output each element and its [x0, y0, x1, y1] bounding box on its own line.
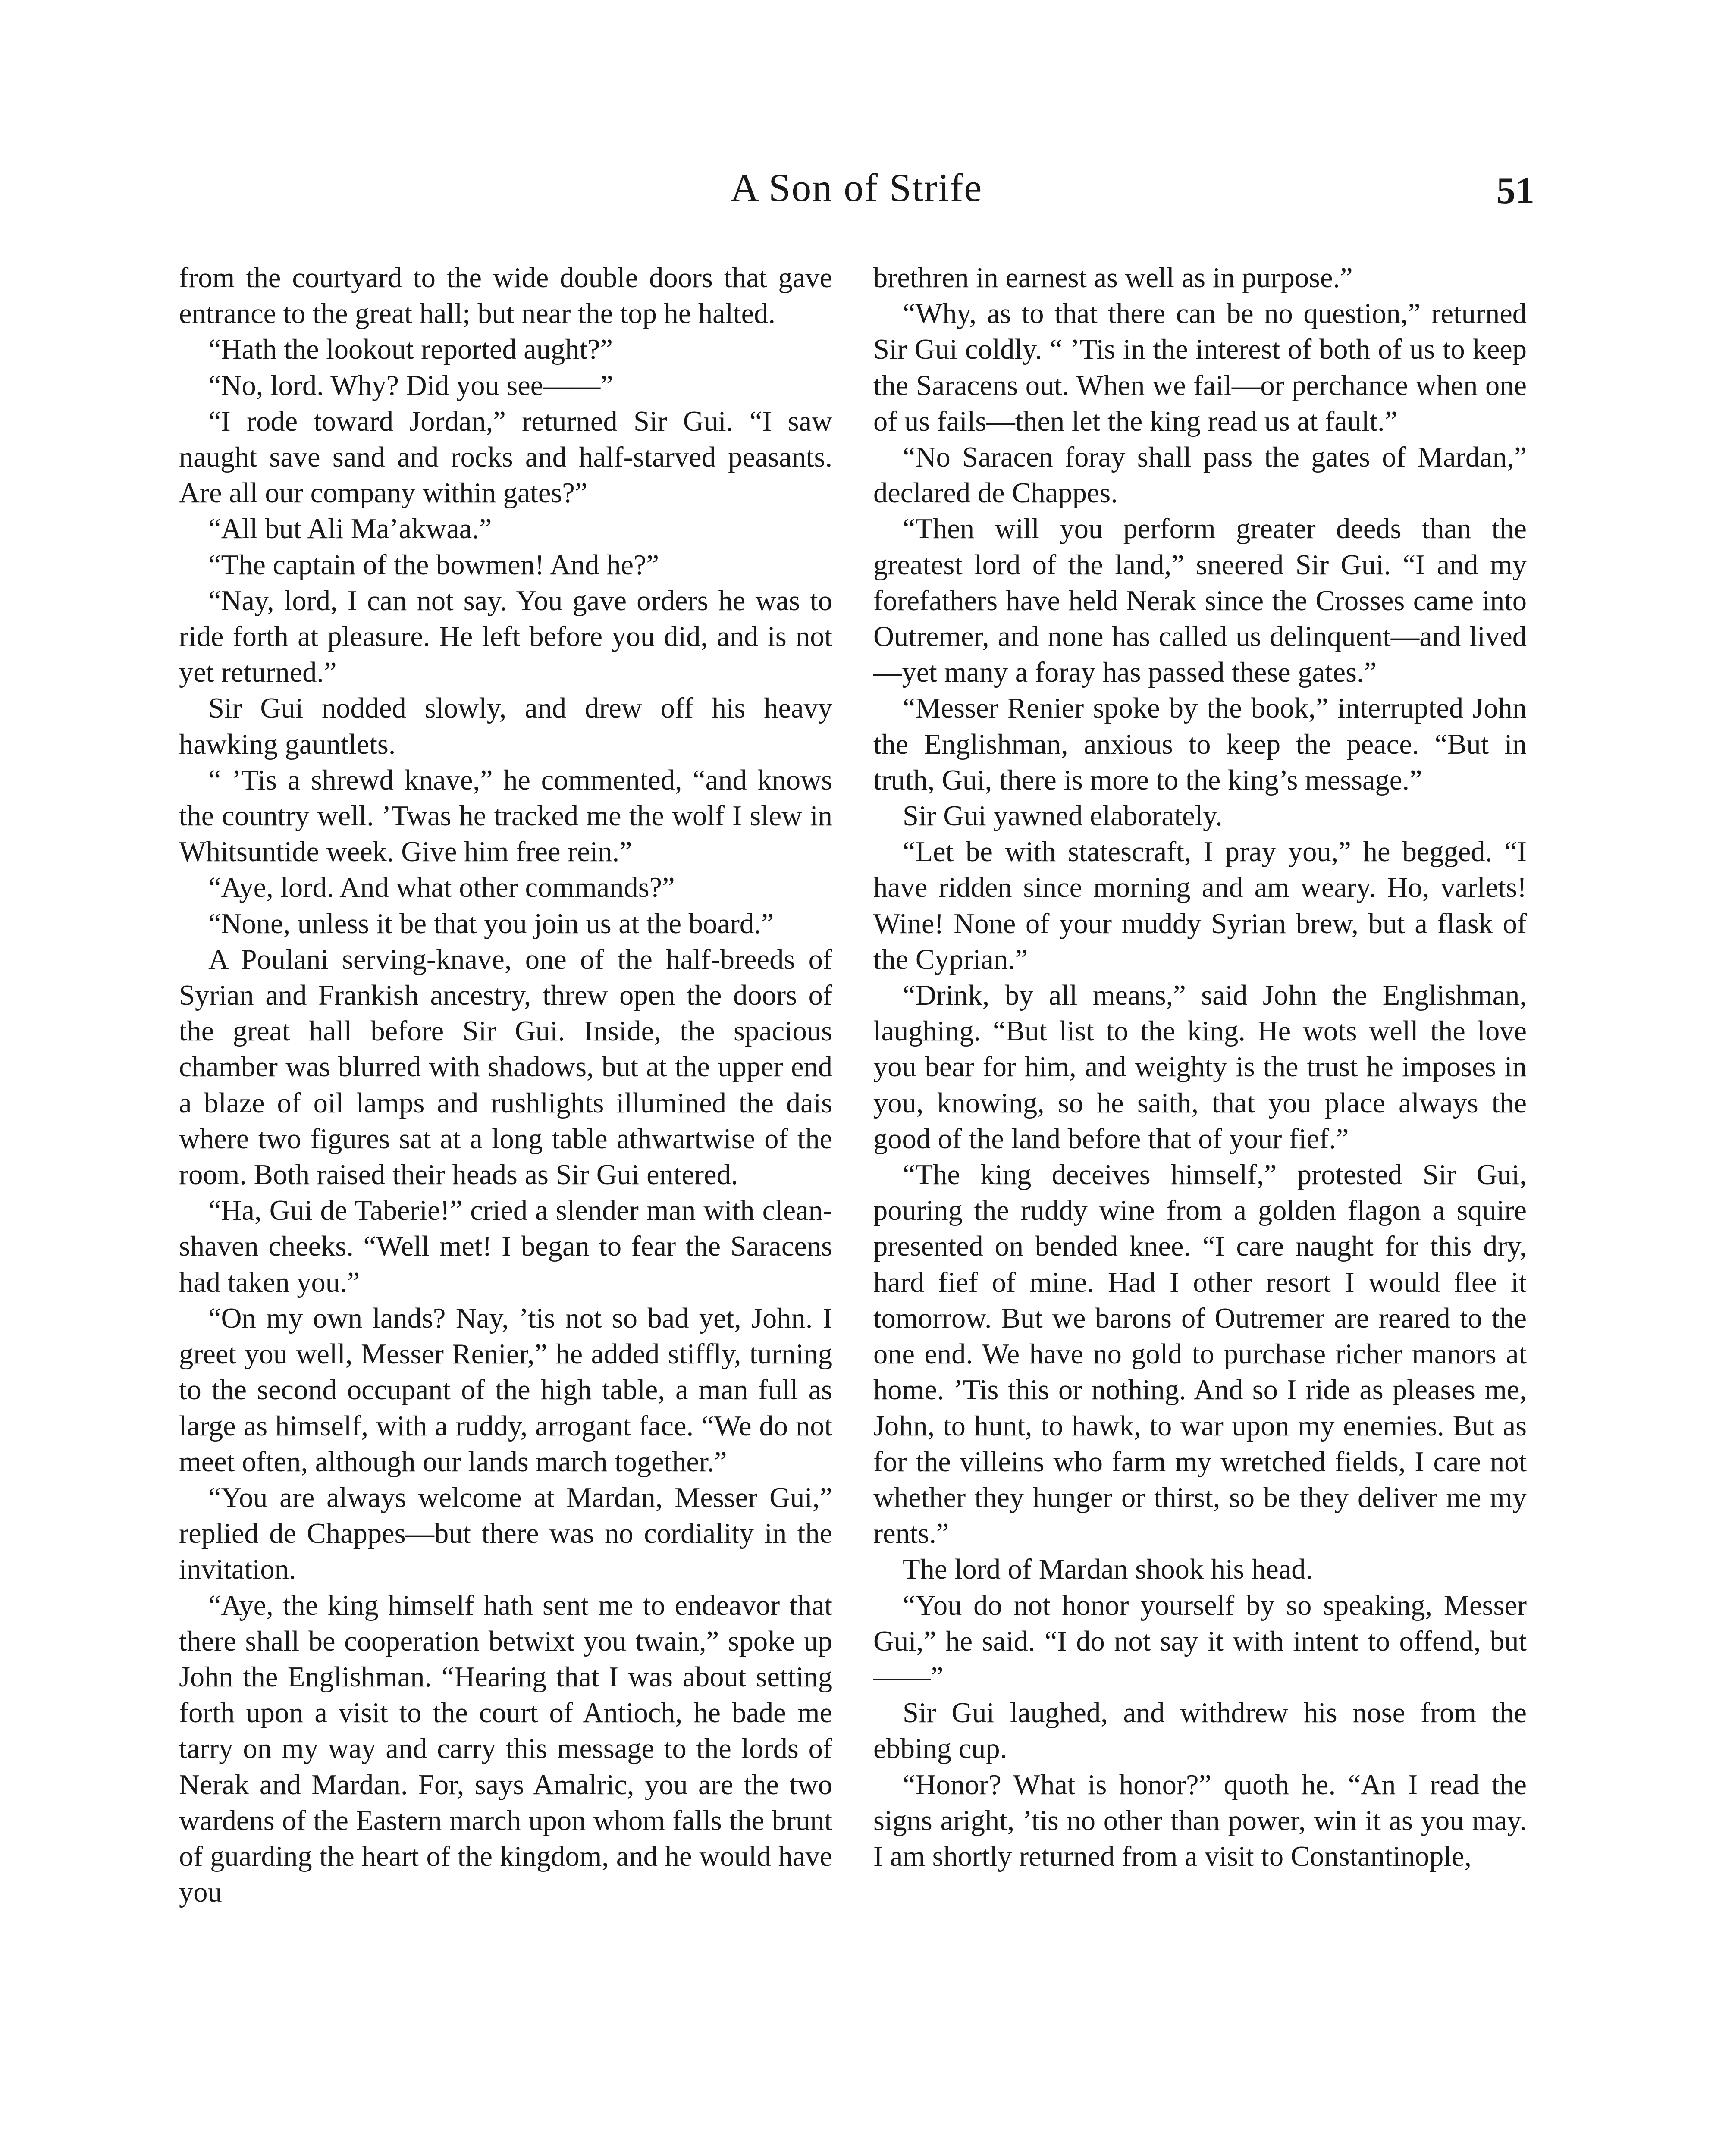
paragraph: “Then will you perform greater deeds than the greatest lord of the land,” sneered Sir Gui. “I and my forefathers have held Nerak since the Crosses came into Outremer, and none has called us delinquent—and lived—yet many a foray has passed these gates.” — [873, 513, 1527, 689]
paragraph: “The king deceives himself,” protested Sir Gui, pouring the ruddy wine from a golden flagon a squire presented on bended knee. “I care naught for this dry, hard fief of mine. Had I other resort I would flee it tomorrow. But we barons of Outremer are reared to the one end. We have no gold to purchase richer manors at home. ’Tis this or nothing. And so I ride as pleases me, John, to hunt, to hawk, to war upon my enemies. But as for the villeins who farm my wretched fields, I care not whether they hunger or thirst, so be they deliver me my rents.” — [873, 1159, 1527, 1550]
paragraph: “On my own lands? Nay, ’tis not so bad yet, John. I greet you well, Messer Renier,” he added stiffly, turning to the second occupant of the high table, a man full as large as himself, with a ruddy, arrogant face. “We do not meet often, although our lands march together.” — [179, 1302, 832, 1478]
paragraph: Sir Gui nodded slowly, and drew off his heavy hawking gauntlets. — [179, 693, 832, 760]
paragraph: “None, unless it be that you join us at the board.” — [208, 908, 774, 940]
paragraph: “The captain of the bowmen! And he?” — [208, 549, 659, 581]
paragraph: “You are always welcome at Mardan, Messer Gui,” replied de Chappes—but there was no cordiality in the invitation. — [179, 1482, 832, 1586]
paragraph: “I rode toward Jordan,” returned Sir Gui. “I saw naught save sand and rocks and half-starved peasants. Are all our company within gates?” — [179, 405, 832, 509]
paragraph: “ ’Tis a shrewd knave,” he commented, “and knows the country well. ’Twas he tracked me the wolf I slew in Whitsuntide week. Give him free rein.” — [179, 764, 832, 868]
paragraph: “All but Ali Ma’akwaa.” — [208, 513, 492, 545]
paragraph: “You do not honor yourself by so speaking, Messer Gui,” he said. “I do not say it with intent to offend, but——” — [873, 1589, 1527, 1693]
paragraph: “Messer Renier spoke by the book,” interrupted John the Englishman, anxious to keep the peace. “But in truth, Gui, there is more to the king’s message.” — [873, 693, 1527, 796]
paragraph: “Nay, lord, I can not say. You gave orders he was to ride forth at pleasure. He left before you did, and is not yet returned.” — [179, 585, 832, 689]
running-head-title: A Son of Strife — [730, 166, 983, 210]
paragraph: “Drink, by all means,” said John the Englishman, laughing. “But list to the king. He wots well the love you bear for him, and weighty is the trust he imposes in you, knowing, so he saith, that you place always the good of the land before that of your fief.” — [873, 980, 1527, 1155]
paragraph: “No, lord. Why? Did you see——” — [208, 370, 613, 401]
paragraph: “Ha, Gui de Taberie!” cried a slender man with clean-shaven cheeks. “Well met! I began to fear the Saracens had taken you.” — [179, 1195, 832, 1298]
paragraph: brethren in earnest as well as in purpose.” — [873, 262, 1353, 294]
text-column-left — [179, 260, 832, 1910]
paragraph: Sir Gui laughed, and withdrew his nose from the ebbing cup. — [873, 1697, 1527, 1765]
paragraph: The lord of Mardan shook his head. — [903, 1554, 1313, 1586]
paragraph: “Let be with statescraft, I pray you,” he begged. “I have ridden since morning and am weary. Ho, varlets! Wine! None of your muddy Syrian brew, but a flask of the Cyprian.” — [873, 836, 1527, 975]
paragraph: “Aye, the king himself hath sent me to endeavor that there shall be cooperation betwixt you twain,” spoke up John the Englishman. “Hearing that I was about setting forth upon a visit to the court of Antioch, he bade me tarry on my way and carry this message to the lords of Nerak and Mardan. For, says Amalric, you are the two wardens of the Eastern march upon whom falls the brunt of guarding the heart of the kingdom, and he would have you — [179, 1589, 832, 1908]
paragraph: “Aye, lord. And what other commands?” — [208, 872, 675, 904]
text-column-right — [873, 260, 1527, 1874]
paragraph: A Poulani serving-knave, one of the half-breeds of Syrian and Frankish ancestry, threw open the doors of the great hall before Sir Gui. Inside, the spacious chamber was blurred with shadows, but at the upper end a blaze of oil lamps and rushlights illumined the dais where two figures sat at a long table athwartwise of the room. Both raised their heads as Sir Gui entered. — [179, 943, 832, 1191]
paragraph: “Hath the lookout reported aught?” — [208, 334, 613, 366]
paragraph: “No Saracen foray shall pass the gates of Mardan,” declared de Chappes. — [873, 442, 1527, 509]
paragraph: “Why, as to that there can be no question,” returned Sir Gui coldly. “ ’Tis in the interest of both of us to keep the Saracens out. When we fail—or perchance when one of us fails—then let the king read us at fault.” — [873, 298, 1527, 437]
paragraph: “Honor? What is honor?” quoth he. “An I read the signs aright, ’tis no other than power, win it as you may. I am shortly returned from a visit to Constantinople, — [873, 1769, 1527, 1872]
paragraph: from the courtyard to the wide double doors that gave entrance to the great hall; but near the top he halted. — [179, 262, 832, 330]
paragraph: Sir Gui yawned elaborately. — [903, 800, 1223, 832]
page-number: 51 — [1497, 170, 1534, 212]
